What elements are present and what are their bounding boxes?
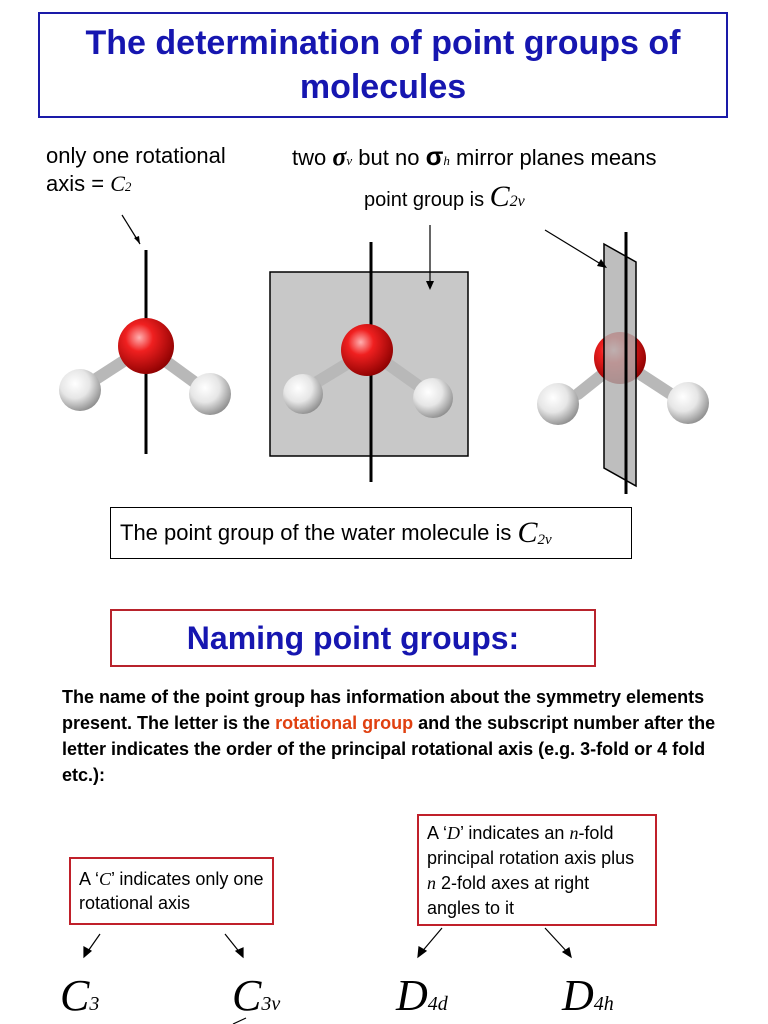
d-definition-box: A ‘D’ indicates an n-fold principal rotation axis plus n 2-fold axes at right angles to it bbox=[417, 814, 657, 926]
rotational-group-highlight: rotational group bbox=[275, 713, 414, 733]
symbol-c3: C3 bbox=[60, 971, 100, 1020]
hydrogen-atom bbox=[667, 382, 709, 424]
water-symmetry-diagram bbox=[0, 0, 768, 500]
symbol-d4d: D4d bbox=[396, 971, 448, 1020]
mirror-note: two σv but no σh mirror planes means bbox=[292, 141, 657, 171]
sigma-v-symbol: σ bbox=[332, 142, 347, 171]
symbol-c3v: C3v bbox=[232, 971, 281, 1020]
hydrogen-atom bbox=[537, 383, 579, 425]
c-definition-box: A ‘C’ indicates only one rotational axis bbox=[69, 857, 274, 925]
naming-paragraph: The name of the point group has information about the symmetry elements present. The letter is the rotational group and the subscript number after the letter indicates the order of the principal rotational axis (e.g. 3-fold or 4 fold etc.): bbox=[62, 687, 716, 785]
mirror-plane-sigma-v-edge bbox=[604, 244, 636, 486]
hydrogen-atom bbox=[413, 378, 453, 418]
sigma-h-symbol: σ bbox=[425, 141, 444, 171]
water-point-group-statement: The point group of the water molecule is C 2v bbox=[110, 507, 632, 559]
water-molecule-2 bbox=[270, 225, 468, 482]
rotation-note: only one rotational axis = C2 bbox=[46, 143, 226, 196]
plane-pointer-arrow bbox=[545, 230, 604, 266]
point-group-note: point group is C2v bbox=[364, 180, 525, 213]
oxygen-atom bbox=[341, 324, 393, 376]
symbol-d4h: D4h bbox=[562, 971, 614, 1020]
oxygen-atom bbox=[118, 318, 174, 374]
naming-heading: Naming point groups: bbox=[110, 609, 596, 667]
page-title: The determination of point groups of molecules bbox=[38, 12, 728, 118]
symbol-arrows bbox=[0, 920, 768, 1024]
hydrogen-atom bbox=[189, 373, 231, 415]
hydrogen-atom bbox=[283, 374, 323, 414]
water-molecule-1 bbox=[59, 215, 231, 454]
hydrogen-atom bbox=[59, 369, 101, 411]
water-molecule-3 bbox=[537, 230, 709, 494]
